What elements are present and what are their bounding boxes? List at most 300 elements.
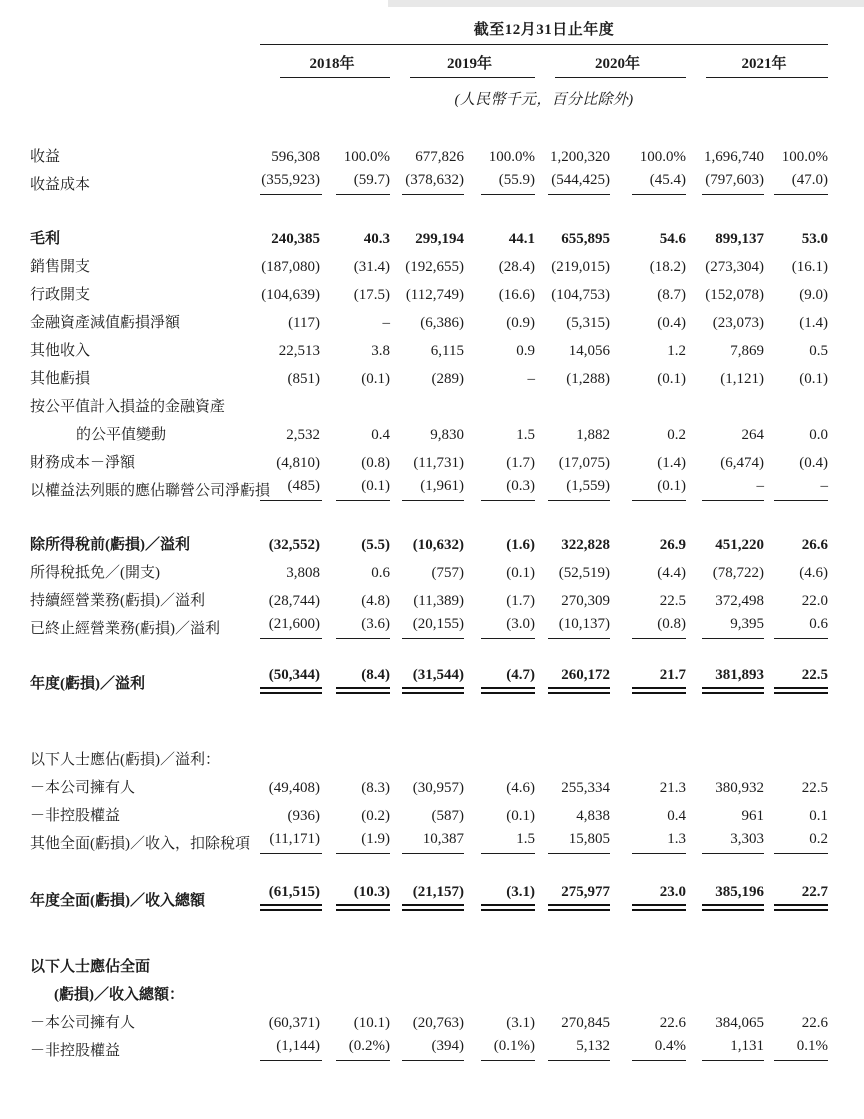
percent-cell [320,417,390,445]
percent-cell [610,417,686,445]
percent-cell [610,1005,686,1033]
cell-value: (28,744) [268,593,320,609]
cell-value: 0.6 [371,565,390,581]
cell-value: (8.7) [657,287,686,303]
cell-value: (28.4) [498,259,535,275]
double-total-rule [774,904,828,911]
amount-cell [686,798,764,826]
cell-value: (117) [288,315,320,331]
year-column-2019 [390,52,535,78]
amount-cell [260,555,320,583]
spacer-row [30,694,828,742]
amount-cell [260,277,320,305]
row-label: 按公平值計入損益的金融資產 [30,399,226,415]
cell-value: (1,961) [420,478,464,494]
cell-value: (31.4) [353,259,390,275]
percent-cell [610,826,686,854]
empty-cells [260,742,828,770]
percent-cell [610,445,686,473]
cell-value: 380,932 [715,780,764,796]
table-row [30,139,828,167]
cell-value: 100.0% [488,149,535,165]
percent-cell [320,611,390,639]
percent-cell [464,1005,535,1033]
percent-cell [464,473,535,501]
percent-cell [464,445,535,473]
percent-cell [610,167,686,195]
table-row [30,665,828,694]
subtotal-rule [548,1058,610,1061]
cell-value: 596,308 [271,149,320,165]
amount-cell [686,882,764,911]
year-underline [410,77,535,78]
percent-cell [320,139,390,167]
percent-cell [610,221,686,249]
scan-edge-artifact [388,0,864,7]
double-total-rule [774,687,828,694]
cell-value: 23.0 [659,884,686,900]
cell-value: (757) [431,565,464,581]
cell-value: (0.4) [657,315,686,331]
cell-value: (16.6) [498,287,535,303]
amount-cell [260,333,320,361]
cell-value: 100.0% [343,149,390,165]
amount-cell [686,583,764,611]
row-label: －本公司擁有人 [30,1015,136,1031]
cell-value: (20,155) [412,616,464,632]
cell-value: 6,115 [430,343,464,359]
amount-cell [390,139,464,167]
percent-cell [464,882,535,911]
cell-value: (3.0) [506,616,535,632]
cell-value: 260,172 [561,667,610,683]
cell-value: 22.0 [801,593,828,609]
cell-value: 22.6 [801,1015,828,1031]
cell-value: (18.2) [649,259,686,275]
cell-value: (104,753) [551,287,610,303]
cell-value: (32,552) [268,537,320,553]
table-row [30,583,828,611]
table-row [30,473,828,501]
double-total-rule [336,904,390,911]
year-underline [706,77,828,78]
table-row [30,221,828,249]
percent-cell [610,1033,686,1061]
cell-value: (17,075) [558,455,610,471]
percent-cell [464,167,535,195]
double-total-rule [260,904,322,911]
amount-cell [260,1005,320,1033]
table-row [30,977,828,1005]
double-total-rule [702,687,764,694]
amount-cell [260,770,320,798]
row-label: 持續經營業務(虧損)／溢利 [30,593,205,609]
amount-cell [390,583,464,611]
cell-value: 0.4 [667,808,686,824]
year-underline [280,77,390,78]
percent-cell [610,139,686,167]
row-label: 的公平值變動 [76,427,167,443]
percent-cell [464,361,535,389]
row-label: 其他收入 [30,343,91,359]
amount-cell [686,139,764,167]
cell-value: 0.1% [796,1038,828,1054]
percent-cell [320,167,390,195]
cell-value: (5,315) [566,315,610,331]
cell-value: (3.1) [506,1015,535,1031]
row-label: 收益成本 [30,177,91,193]
percent-cell [764,770,828,798]
amount-cell [260,665,320,694]
amount-cell [535,221,610,249]
amount-cell [260,249,320,277]
percent-cell [610,555,686,583]
year-underline [555,77,686,78]
cell-value: (0.4) [799,455,828,471]
amount-cell [535,555,610,583]
subtotal-rule [481,1058,535,1061]
year-label: 2018年 [309,56,355,72]
cell-value: 22.5 [801,780,828,796]
cell-value: 10,387 [422,831,464,847]
amount-cell [535,139,610,167]
cell-value: (273,304) [705,259,764,275]
amount-cell [535,361,610,389]
amount-cell [390,611,464,639]
cell-value: (0.2) [361,808,390,824]
amount-cell [390,527,464,555]
amount-cell [535,770,610,798]
cell-value: 9,830 [430,427,464,443]
percent-cell [464,249,535,277]
cell-value: (152,078) [705,287,764,303]
cell-value: 5,132 [576,1038,610,1054]
cell-value: (936) [287,808,320,824]
percent-cell [764,277,828,305]
cell-value: (60,371) [268,1015,320,1031]
row-label: (虧損)／收入總額： [54,987,184,1003]
amount-cell [260,1033,320,1061]
amount-cell [535,445,610,473]
cell-value: (52,519) [558,565,610,581]
amount-cell [390,333,464,361]
percent-cell [464,583,535,611]
year-column-2021 [686,52,828,78]
cell-value: (31,544) [412,667,464,683]
table-row [30,167,828,195]
table-row [30,1005,828,1033]
amount-cell [535,305,610,333]
cell-value: 270,309 [561,593,610,609]
percent-cell [610,527,686,555]
cell-value: 0.2 [667,427,686,443]
cell-value: (78,722) [712,565,764,581]
amount-cell [260,361,320,389]
cell-value: (0.1) [506,565,535,581]
cell-value: (4.6) [799,565,828,581]
amount-cell [686,305,764,333]
table-row [30,742,828,770]
cell-value: – [820,478,828,494]
percent-cell [764,1033,828,1061]
cell-value: (21,157) [412,884,464,900]
amount-cell [390,277,464,305]
amount-cell [260,527,320,555]
percent-cell [320,277,390,305]
percent-cell [764,611,828,639]
cell-value: (1,288) [566,371,610,387]
row-label: 行政開支 [30,287,91,303]
amount-cell [390,221,464,249]
empty-cells [260,389,828,417]
double-total-rule [402,687,464,694]
cell-value: (6,386) [420,315,464,331]
cell-value: 677,826 [415,149,464,165]
year-label: 2021年 [741,56,787,72]
percent-cell [764,798,828,826]
cell-value: (1.4) [799,315,828,331]
cell-value: 0.6 [809,616,828,632]
percent-cell [320,1005,390,1033]
amount-cell [535,882,610,911]
amount-cell [535,826,610,854]
cell-value: (0.8) [657,616,686,632]
cell-value: 1.3 [667,831,686,847]
double-total-rule [548,904,610,911]
amount-cell [390,473,464,501]
amount-cell [390,1033,464,1061]
percent-cell [610,611,686,639]
cell-value: 21.3 [659,780,686,796]
cell-value: 0.2 [809,831,828,847]
cell-value: 4,838 [576,808,610,824]
percent-cell [610,882,686,911]
percent-cell [764,305,828,333]
percent-cell [320,221,390,249]
cell-value: (1.9) [361,831,390,847]
percent-cell [764,555,828,583]
cell-value: (797,603) [705,172,764,188]
amount-cell [390,770,464,798]
cell-value: 22.7 [801,884,828,900]
table-row [30,277,828,305]
empty-cells [260,949,828,977]
row-label: 毛利 [30,231,61,247]
cell-value: (30,957) [412,780,464,796]
cell-value: 40.3 [363,231,390,247]
cell-value: 322,828 [561,537,610,553]
year-column-2020 [535,52,686,78]
cell-value: 381,893 [715,667,764,683]
table-header [260,18,828,109]
percent-cell [464,770,535,798]
percent-cell [764,333,828,361]
spacer-row [30,854,828,882]
amount-cell [390,305,464,333]
table-row [30,949,828,977]
amount-cell [390,167,464,195]
cell-value: (6,474) [720,455,764,471]
cell-value: (9.0) [799,287,828,303]
spacer-cell [30,854,828,882]
double-total-rule [336,687,390,694]
amount-cell [535,417,610,445]
cell-value: (851) [287,371,320,387]
amount-cell [686,333,764,361]
percent-cell [610,361,686,389]
percent-cell [320,445,390,473]
amount-cell [686,665,764,694]
amount-cell [686,611,764,639]
amount-cell [260,167,320,195]
table-row [30,826,828,854]
cell-value: 372,498 [715,593,764,609]
percent-cell [610,473,686,501]
percent-cell [764,361,828,389]
cell-value: (355,923) [261,172,320,188]
cell-value: (3.6) [361,616,390,632]
year-column-2018 [260,52,390,78]
cell-value: 100.0% [781,149,828,165]
cell-value: (0.1) [361,371,390,387]
year-label: 2019年 [446,56,492,72]
amount-cell [535,1005,610,1033]
cell-value: (0.1) [657,371,686,387]
double-total-rule [402,904,464,911]
amount-cell [260,611,320,639]
percent-cell [764,473,828,501]
percent-cell [464,221,535,249]
cell-value: (47.0) [791,172,828,188]
cell-value: 451,220 [715,537,764,553]
cell-value: 1,882 [576,427,610,443]
cell-value: (112,749) [405,287,464,303]
amount-cell [535,249,610,277]
row-label: 所得稅抵免／(開支) [30,565,160,581]
cell-value: (0.1) [657,478,686,494]
percent-cell [464,665,535,694]
amount-cell [686,277,764,305]
table-row [30,305,828,333]
cell-value: (104,639) [261,287,320,303]
cell-value: (4.4) [657,565,686,581]
cell-value: (0.1%) [493,1038,535,1054]
table-row [30,611,828,639]
cell-value: 275,977 [561,884,610,900]
percent-cell [764,139,828,167]
cell-value: (0.1) [361,478,390,494]
cell-value: (1.7) [506,593,535,609]
amount-cell [686,1033,764,1061]
cell-value: 0.4% [654,1038,686,1054]
table-row [30,1033,828,1061]
percent-cell [764,826,828,854]
cell-value: (485) [287,478,320,494]
amount-cell [390,445,464,473]
table-row [30,527,828,555]
cell-value: (23,073) [712,315,764,331]
amount-cell [260,826,320,854]
row-label: 以下人士應佔(虧損)／溢利： [30,752,220,768]
spacer-row [30,501,828,527]
cell-value: (11,171) [269,831,320,847]
cell-value: 1,131 [730,1038,764,1054]
cell-value: 2,532 [286,427,320,443]
amount-cell [686,167,764,195]
percent-cell [320,473,390,501]
amount-cell [260,583,320,611]
cell-value: (289) [431,371,464,387]
cell-value: (4.8) [361,593,390,609]
table-row [30,389,828,417]
cell-value: (8.3) [361,780,390,796]
table-row [30,770,828,798]
amount-cell [390,249,464,277]
amount-cell [535,333,610,361]
percent-cell [320,665,390,694]
row-label: 收益 [30,149,61,165]
amount-cell [260,798,320,826]
table-row [30,555,828,583]
cell-value: 7,869 [730,343,764,359]
amount-cell [260,417,320,445]
cell-value: (394) [431,1038,464,1054]
amount-cell [260,221,320,249]
double-total-rule [260,687,322,694]
amount-cell [686,249,764,277]
cell-value: 1.2 [667,343,686,359]
amount-cell [390,417,464,445]
cell-value: 0.5 [809,343,828,359]
table-row [30,361,828,389]
cell-value: 26.6 [801,537,828,553]
year-header-row [260,52,828,78]
table-row [30,249,828,277]
cell-value: (49,408) [268,780,320,796]
cell-value: (20,763) [412,1015,464,1031]
percent-cell [464,333,535,361]
cell-value: 1,696,740 [704,149,764,165]
spacer-row [30,195,828,221]
amount-cell [390,826,464,854]
percent-cell [320,770,390,798]
amount-cell [535,167,610,195]
subtotal-rule [402,1058,464,1061]
cell-value: 1,200,320 [550,149,610,165]
amount-cell [686,527,764,555]
cell-value: 54.6 [659,231,686,247]
cell-value: (0.2%) [348,1038,390,1054]
table-row [30,882,828,911]
amount-cell [686,826,764,854]
cell-value: 384,065 [715,1015,764,1031]
cell-value: (0.8) [361,455,390,471]
cell-value: (4.6) [506,780,535,796]
percent-cell [764,417,828,445]
cell-value: (219,015) [551,259,610,275]
cell-value: (544,425) [551,172,610,188]
cell-value: (21,600) [268,616,320,632]
amount-cell [686,555,764,583]
amount-cell [535,665,610,694]
double-total-rule [702,904,764,911]
cell-value: 14,056 [568,343,610,359]
percent-cell [464,139,535,167]
table-row [30,417,828,445]
percent-cell [610,277,686,305]
cell-value: 0.9 [516,343,535,359]
cell-value: 1.5 [516,831,535,847]
